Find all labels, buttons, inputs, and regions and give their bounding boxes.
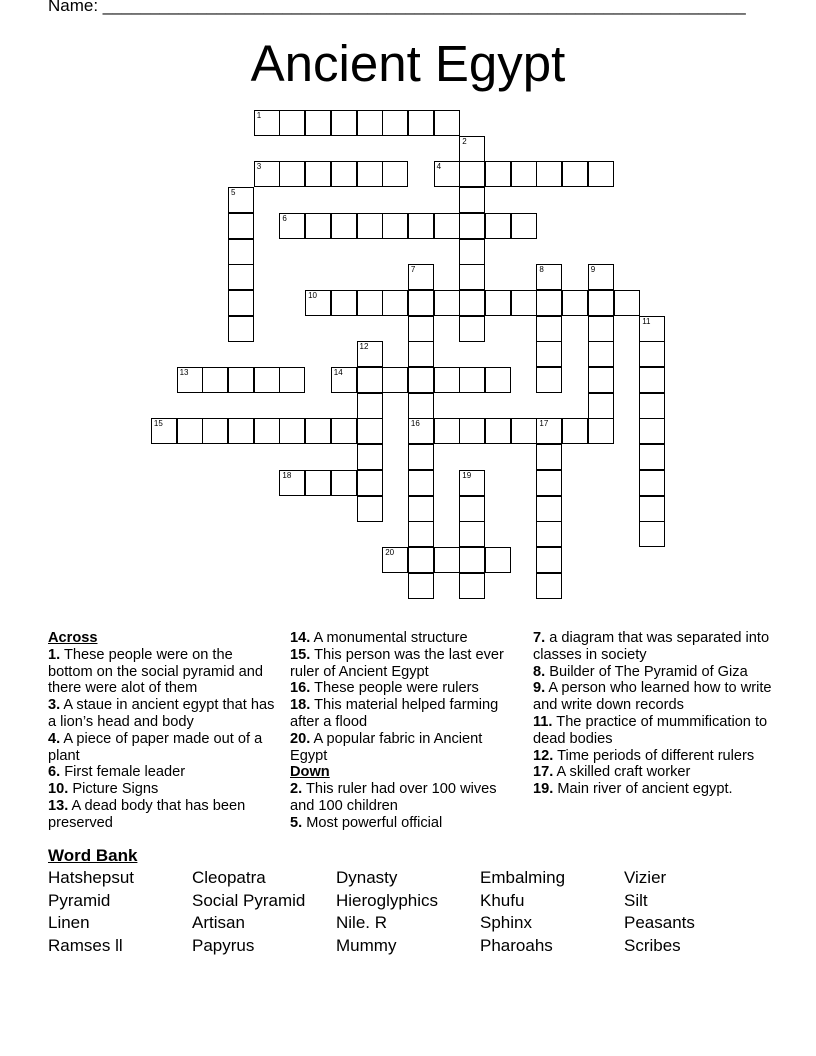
clue-item: 9. A person who learned how to write and write down records	[533, 680, 772, 714]
grid-cell[interactable]	[331, 110, 357, 136]
grid-cell[interactable]	[459, 161, 485, 187]
grid-cell[interactable]	[511, 290, 537, 316]
grid-cell[interactable]	[331, 161, 357, 187]
grid-cell[interactable]	[408, 547, 434, 573]
word-bank-item: Pharoahs	[480, 935, 553, 955]
grid-cell[interactable]	[536, 470, 562, 496]
grid-cell[interactable]	[536, 341, 562, 367]
grid-cell[interactable]	[434, 290, 460, 316]
clue-item: 7. a diagram that was separated into classes in society	[533, 630, 770, 663]
grid-cell[interactable]	[331, 367, 357, 393]
clue-column-1	[48, 630, 280, 832]
grid-cell[interactable]	[536, 547, 562, 573]
grid-cell[interactable]	[588, 161, 614, 187]
grid-cell[interactable]	[357, 393, 383, 419]
grid-cell[interactable]	[434, 547, 460, 573]
clue-item: 2. This ruler had over 100 wives and 100 children	[290, 781, 497, 814]
grid-cell[interactable]	[305, 418, 331, 444]
clue-number: 19	[462, 470, 472, 480]
grid-cell[interactable]	[279, 367, 305, 393]
grid-cell[interactable]	[639, 521, 665, 547]
clue-number: 20	[385, 547, 395, 557]
grid-cell[interactable]	[279, 418, 305, 444]
grid-cell[interactable]	[382, 161, 408, 187]
clue-item: 20. A popular fabric in Ancient Egypt	[290, 730, 483, 764]
word-bank-item: Artisan	[192, 913, 245, 932]
grid-cell[interactable]	[202, 418, 228, 444]
word-bank-item: Nile. R	[336, 913, 388, 932]
grid-cell[interactable]	[434, 418, 460, 444]
grid-cell[interactable]	[588, 316, 614, 342]
clue-number: 14	[333, 368, 343, 377]
clue-item: 15. This person was the last ever ruler of Ancient Egypt	[290, 646, 504, 680]
grid-cell[interactable]	[485, 290, 511, 316]
grid-cell[interactable]	[459, 470, 485, 496]
grid-cell[interactable]	[485, 213, 511, 239]
clue-number: 16	[410, 419, 420, 429]
grid-cell[interactable]	[588, 418, 614, 444]
grid-cell[interactable]	[305, 213, 331, 239]
grid-cell[interactable]	[536, 264, 562, 290]
clue-item: 19. Main river of ancient egypt.	[533, 781, 733, 798]
clue-number: 15	[153, 419, 163, 429]
grid-cell[interactable]	[459, 136, 485, 162]
grid-cell[interactable]	[459, 239, 485, 265]
grid-cell[interactable]	[459, 496, 485, 522]
grid-cell[interactable]	[536, 367, 562, 393]
clue-item: 10. Picture Signs	[48, 781, 159, 798]
clue-number: 3	[256, 162, 262, 172]
grid-cell[interactable]	[177, 367, 203, 393]
grid-cell[interactable]	[408, 418, 434, 444]
grid-cell[interactable]	[408, 444, 434, 470]
grid-cell[interactable]	[228, 239, 254, 265]
grid-cell[interactable]	[254, 367, 280, 393]
grid-cell[interactable]	[588, 367, 614, 393]
clue-item: 17. A skilled craft worker	[533, 764, 691, 781]
grid-cell[interactable]	[279, 161, 305, 187]
clue-number: 9	[590, 265, 596, 275]
clue-item: 13. A dead body that has been preserved	[48, 797, 246, 831]
word-bank-item: Hatshepsut	[48, 868, 134, 887]
grid-cell[interactable]	[588, 341, 614, 367]
grid-cell[interactable]	[639, 341, 665, 367]
clue-item: 1. These people were on the bottom on the social pyramid and there were alot of them	[48, 646, 263, 697]
grid-cell[interactable]	[408, 393, 434, 419]
grid-cell[interactable]	[228, 290, 254, 316]
grid-cell[interactable]	[357, 367, 383, 393]
word-bank-item: Khufu	[480, 890, 525, 910]
clue-number: 1	[256, 111, 262, 120]
grid-cell[interactable]	[588, 393, 614, 419]
grid-cell[interactable]	[228, 316, 254, 342]
grid-cell[interactable]	[357, 418, 383, 444]
grid-cell[interactable]	[151, 418, 177, 444]
grid-cell[interactable]	[357, 110, 383, 136]
grid-cell[interactable]	[357, 341, 383, 367]
grid-cell[interactable]	[408, 367, 434, 393]
clue-column-2	[290, 630, 522, 832]
grid-cell[interactable]	[228, 213, 254, 239]
word-bank-item: Linen	[48, 913, 90, 932]
grid-cell[interactable]	[459, 521, 485, 547]
clue-number: 10	[308, 290, 317, 300]
word-bank-item: Sphinx	[480, 913, 532, 932]
grid-cell[interactable]	[228, 367, 254, 393]
word-bank-item: Dynasty	[336, 868, 398, 887]
grid-cell[interactable]	[434, 161, 460, 187]
grid-cell[interactable]	[459, 316, 485, 342]
grid-cell[interactable]	[305, 110, 331, 136]
grid-cell[interactable]	[536, 444, 562, 470]
grid-cell[interactable]	[485, 161, 511, 187]
grid-cell[interactable]	[639, 316, 665, 342]
grid-cell[interactable]	[639, 470, 665, 496]
word-bank-item: Embalming	[480, 868, 566, 887]
word-bank-item: Mummy	[336, 935, 397, 955]
grid-cell[interactable]	[562, 418, 588, 444]
grid-cell[interactable]	[459, 213, 485, 239]
grid-cell[interactable]	[536, 161, 562, 187]
grid-cell[interactable]	[536, 290, 562, 316]
grid-cell[interactable]	[459, 187, 485, 213]
word-bank-item: Vizier	[624, 868, 667, 887]
grid-cell[interactable]	[408, 290, 434, 316]
grid-cell[interactable]	[331, 213, 357, 239]
clue-item: 3. A staue in ancient egypt that has a lion’s head and body	[48, 697, 275, 730]
grid-cell[interactable]	[357, 290, 383, 316]
grid-cell[interactable]	[202, 367, 228, 393]
grid-cell[interactable]	[254, 161, 280, 187]
grid-cell[interactable]	[459, 547, 485, 573]
grid-cell[interactable]	[331, 290, 357, 316]
grid-cell[interactable]	[177, 418, 203, 444]
grid-cell[interactable]	[357, 213, 383, 239]
grid-cell[interactable]	[511, 213, 537, 239]
grid-cell[interactable]	[511, 418, 537, 444]
word-bank-item: Pyramid	[48, 890, 111, 910]
word-bank-item: Cleopatra	[192, 868, 266, 887]
clue-number: 7	[410, 265, 416, 275]
clue-number: 2	[462, 136, 467, 146]
clue-item: 14. A monumental structure	[290, 630, 468, 646]
clue-number: 4	[436, 162, 442, 172]
grid-cell[interactable]	[639, 393, 665, 419]
grid-cell[interactable]	[305, 290, 331, 316]
grid-cell[interactable]	[408, 573, 434, 599]
grid-cell[interactable]	[614, 290, 640, 316]
grid-cell[interactable]	[485, 367, 511, 393]
grid-cell[interactable]	[639, 496, 665, 522]
grid-cell[interactable]	[408, 470, 434, 496]
clue-item: 4. A piece of paper made out of a plant	[48, 730, 263, 764]
grid-cell[interactable]	[228, 187, 254, 213]
word-bank-item: Hieroglyphics	[336, 890, 439, 910]
grid-cell[interactable]	[588, 290, 614, 316]
clue-number: 18	[282, 470, 292, 480]
grid-cell[interactable]	[562, 161, 588, 187]
grid-cell[interactable]	[639, 367, 665, 393]
clue-number: 8	[539, 265, 544, 275]
grid-cell[interactable]	[536, 573, 562, 599]
clue-item: 16. These people were rulers	[290, 680, 479, 697]
grid-cell[interactable]	[228, 418, 254, 444]
grid-cell[interactable]	[228, 264, 254, 290]
word-bank-item: Peasants	[624, 913, 695, 932]
grid-cell[interactable]	[408, 110, 434, 136]
grid-cell[interactable]	[279, 213, 305, 239]
clue-item: 8. Builder of The Pyramid of Giza	[533, 663, 748, 680]
grid-cell[interactable]	[459, 367, 485, 393]
word-bank-item: Silt	[624, 890, 648, 910]
grid-cell[interactable]	[382, 290, 408, 316]
word-bank-item: Social Pyramid	[192, 890, 306, 910]
grid-cell[interactable]	[254, 418, 280, 444]
grid-cell[interactable]	[562, 290, 588, 316]
clue-number: 6	[282, 213, 287, 223]
grid-cell[interactable]	[408, 264, 434, 290]
grid-cell[interactable]	[408, 496, 434, 522]
name-field-label: Name: ____________________________________________________________________	[48, 0, 746, 15]
clue-number: 5	[231, 188, 236, 198]
word-bank-item: Papyrus	[192, 935, 255, 955]
grid-cell[interactable]	[357, 444, 383, 470]
grid-cell[interactable]	[434, 110, 460, 136]
grid-cell[interactable]	[536, 316, 562, 342]
clue-item: 11. The practice of mummification to dead bodies	[533, 713, 768, 747]
grid-cell[interactable]	[357, 161, 383, 187]
word-bank-item: Ramses ll	[48, 935, 123, 955]
grid-cell[interactable]	[408, 341, 434, 367]
grid-cell[interactable]	[459, 573, 485, 599]
grid-cell[interactable]	[408, 213, 434, 239]
grid-cell[interactable]	[485, 418, 511, 444]
grid-cell[interactable]	[382, 110, 408, 136]
clue-number: 13	[179, 368, 189, 377]
grid-cell[interactable]	[279, 470, 305, 496]
grid-cell[interactable]	[408, 316, 434, 342]
grid-cell[interactable]	[331, 418, 357, 444]
grid-cell[interactable]	[639, 418, 665, 444]
across-heading: Across	[48, 630, 98, 646]
clue-number: 17	[539, 419, 549, 429]
puzzle-title: Ancient Egypt	[250, 35, 566, 92]
grid-cell[interactable]	[254, 110, 280, 136]
grid-cell[interactable]	[408, 521, 434, 547]
down-heading: Down	[290, 764, 330, 781]
grid-cell[interactable]	[459, 418, 485, 444]
grid-cell[interactable]	[536, 521, 562, 547]
word-bank-title: Word Bank	[48, 846, 138, 865]
clue-item: 18. This material helped farming after a flood	[290, 697, 499, 730]
grid-cell[interactable]	[305, 161, 331, 187]
grid-cell[interactable]	[511, 161, 537, 187]
grid-cell[interactable]	[485, 547, 511, 573]
grid-cell[interactable]	[459, 264, 485, 290]
grid-cell[interactable]	[536, 418, 562, 444]
grid-cell[interactable]	[331, 470, 357, 496]
grid-cell[interactable]	[382, 547, 408, 573]
grid-cell[interactable]	[434, 213, 460, 239]
clue-item: 12. Time periods of different rulers	[533, 747, 755, 764]
grid-cell[interactable]	[639, 444, 665, 470]
clue-item: 5. Most powerful official	[290, 814, 443, 831]
grid-cell[interactable]	[305, 470, 331, 496]
grid-cell[interactable]	[382, 367, 408, 393]
grid-cell[interactable]	[536, 496, 562, 522]
grid-cell[interactable]	[459, 290, 485, 316]
grid-cell[interactable]	[357, 470, 383, 496]
clue-item: 6. First female leader	[48, 764, 186, 781]
grid-cell[interactable]	[434, 367, 460, 393]
clue-number: 11	[642, 316, 651, 326]
clue-column-3	[533, 630, 773, 798]
grid-cell[interactable]	[279, 110, 305, 136]
word-bank-item: Scribes	[624, 935, 681, 955]
grid-cell[interactable]	[357, 496, 383, 522]
grid-cell[interactable]	[382, 213, 408, 239]
grid-cell[interactable]	[588, 264, 614, 290]
clue-number: 12	[359, 342, 369, 352]
